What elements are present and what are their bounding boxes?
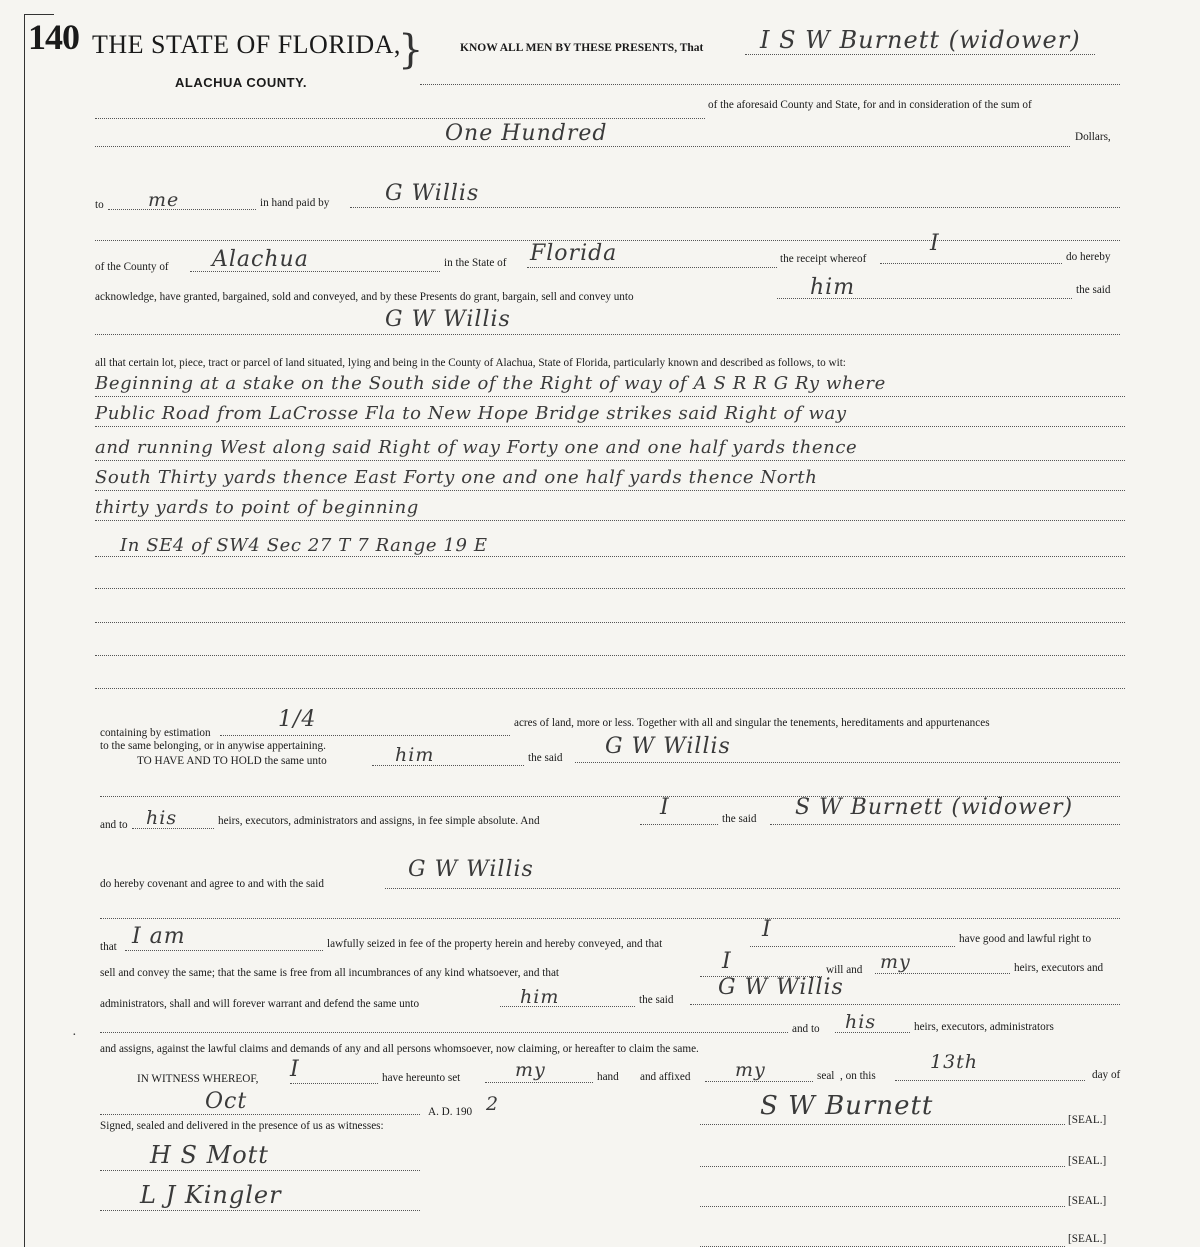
line xyxy=(485,1082,593,1083)
witness2-signature: L J Kingler xyxy=(140,1181,282,1209)
line xyxy=(95,588,1125,589)
line xyxy=(640,824,718,825)
line xyxy=(745,54,1095,55)
to-label: to xyxy=(95,199,104,211)
line xyxy=(95,334,1120,335)
description-line: In SE4 of SW4 Sec 27 T 7 Range 19 E xyxy=(120,535,488,556)
line xyxy=(835,1032,910,1033)
ad-label: A. D. 190 xyxy=(428,1106,473,1118)
seal-3: [SEAL.] xyxy=(1068,1195,1107,1207)
line xyxy=(95,426,1125,427)
and-to-label: and to xyxy=(100,819,128,831)
dollars-label: Dollars, xyxy=(1075,131,1111,143)
that-label: that xyxy=(100,941,117,953)
grantor-signature: S W Burnett xyxy=(760,1091,934,1121)
line xyxy=(290,1083,378,1084)
and-to-text: heirs, executors, administrators xyxy=(914,1021,1054,1033)
line xyxy=(420,84,1120,85)
line xyxy=(100,1210,420,1211)
habendum-said-label: the said xyxy=(528,752,563,764)
line xyxy=(95,118,705,119)
his-handwritten: his xyxy=(146,807,178,829)
containing-label: containing by estimation xyxy=(100,727,211,739)
line xyxy=(700,1166,1065,1167)
and-to-label-2: and to xyxy=(792,1023,820,1035)
to-handwritten: me xyxy=(148,189,180,211)
assigns-line: and assigns, against the lawful claims and demands of any and all persons whomsoever, now claiming, or hereafter to claim the same. xyxy=(100,1043,699,1055)
line xyxy=(770,824,1120,825)
page-number: 140 xyxy=(28,17,79,57)
sell-heirs-label: heirs, executors and xyxy=(1014,962,1104,974)
day-of-label: day of xyxy=(1092,1069,1121,1081)
line xyxy=(700,1124,1065,1125)
line xyxy=(95,490,1125,491)
set-label: have hereunto set xyxy=(382,1072,461,1084)
receipt-label: the receipt whereof xyxy=(780,253,867,265)
line xyxy=(190,271,440,272)
line xyxy=(875,973,1010,974)
line xyxy=(95,146,1070,147)
i-am-handwritten: I am xyxy=(132,924,186,949)
said-label: the said xyxy=(1076,284,1111,296)
description-line: Public Road from LaCrosse Fla to New Hope Bridge strikes said Right of way xyxy=(95,403,847,424)
line xyxy=(100,1114,420,1115)
state-handwritten: Florida xyxy=(530,241,618,266)
seal-2: [SEAL.] xyxy=(1068,1155,1107,1167)
heirs-grantor-handwritten: S W Burnett (widower) xyxy=(795,795,1074,820)
witness-i-handwritten: I xyxy=(290,1057,300,1082)
warrant-text: administrators, shall and will forever warrant and defend the same unto xyxy=(100,998,420,1010)
line xyxy=(95,520,1125,521)
line xyxy=(100,1032,788,1033)
line xyxy=(220,735,510,736)
sell-text: sell and convey the same; that the same is free from all incumbrances of any kind whatsoever, and that xyxy=(100,967,560,979)
line xyxy=(95,622,1125,623)
page-border-left xyxy=(24,14,25,1247)
land-intro: all that certain lot, piece, tract or parcel of land situated, lying and being in the County of Alachua, State of Florida, particularly known and described as follows, to wit: xyxy=(95,357,846,369)
sell-my-handwritten: my xyxy=(880,951,911,973)
consideration-text: of the aforesaid County and State, for and in consideration of the sum of xyxy=(708,99,1032,111)
witness-my2-handwritten: my xyxy=(735,1059,766,1081)
habendum-unto-handwritten: him xyxy=(395,744,435,766)
covenant-grantee-handwritten: G W Willis xyxy=(408,857,534,882)
grantor-name-handwritten: I S W Burnett (widower) xyxy=(760,26,1081,54)
line xyxy=(880,263,1062,264)
day-handwritten: 13th xyxy=(930,1051,979,1073)
stray-mark: · xyxy=(72,1028,77,1043)
paid-by-label: in hand paid by xyxy=(260,197,330,209)
month-handwritten: Oct xyxy=(205,1089,248,1114)
amount-handwritten: One Hundred xyxy=(445,121,608,146)
line xyxy=(500,1006,635,1007)
containing-text-2: to the same belonging, or in anywise appertaining. xyxy=(100,740,326,752)
year-handwritten: 2 xyxy=(486,1093,500,1115)
hereby-label: do hereby xyxy=(1066,251,1111,263)
sell-i-handwritten: I xyxy=(722,949,732,974)
brace-mark: } xyxy=(398,27,424,73)
page-border-top xyxy=(24,14,54,15)
seized-text: lawfully seized in fee of the property herein and hereby conveyed, and that xyxy=(327,938,663,950)
line xyxy=(700,1206,1065,1207)
county-handwritten: Alachua xyxy=(212,247,309,272)
line xyxy=(95,460,1125,461)
warrant-grantee-handwritten: G W Willis xyxy=(718,975,844,1000)
description-line: thirty yards to point of beginning xyxy=(95,497,419,518)
line xyxy=(95,556,1125,557)
description-line: Beginning at a stake on the South side of the Right of way of A S R R G Ry where xyxy=(95,373,886,394)
line xyxy=(527,267,777,268)
containing-text: acres of land, more or less. Together with all and singular the tenements, hereditaments and appurtenances xyxy=(514,717,990,729)
county-heading: ALACHUA COUNTY. xyxy=(175,75,307,90)
line xyxy=(777,298,1072,299)
conveyance-text: acknowledge, have granted, bargained, sold and conveyed, and by these Presents do grant, bargain, sell and convey unto xyxy=(95,291,634,303)
seal-1: [SEAL.] xyxy=(1068,1114,1107,1126)
witness-label: IN WITNESS WHEREOF, xyxy=(137,1073,259,1085)
will-label: will and xyxy=(826,964,863,976)
affixed-label: and affixed xyxy=(640,1071,691,1083)
payer-handwritten: G Willis xyxy=(385,181,480,206)
covenant-text: do hereby covenant and agree to and with the said xyxy=(100,878,324,890)
and-to-his-handwritten: his xyxy=(845,1011,877,1033)
warrant-unto-handwritten: him xyxy=(520,986,560,1008)
description-line: South Thirty yards thence East Forty one and one half yards thence North xyxy=(95,467,818,488)
line xyxy=(125,950,323,951)
line xyxy=(95,688,1125,689)
line xyxy=(385,888,1120,889)
habendum-grantee-handwritten: G W Willis xyxy=(605,734,731,759)
line xyxy=(372,765,524,766)
line xyxy=(895,1080,1085,1081)
warrant-said-label: the said xyxy=(639,994,674,1006)
on-label: , on this xyxy=(840,1070,876,1082)
hand-label: hand xyxy=(597,1071,619,1083)
state-label: in the State of xyxy=(444,257,507,269)
line xyxy=(132,828,214,829)
unto-handwritten: him xyxy=(810,275,856,300)
of-county-label: of the County of xyxy=(95,261,169,273)
preamble: KNOW ALL MEN BY THESE PRESENTS, That xyxy=(460,42,704,54)
seal-label: seal xyxy=(817,1070,835,1082)
line xyxy=(350,207,1120,208)
state-heading: THE STATE OF FLORIDA, xyxy=(92,30,401,59)
receipt-handwritten: I xyxy=(930,231,940,256)
line xyxy=(690,1004,1120,1005)
witness-my1-handwritten: my xyxy=(515,1059,546,1081)
signed-label: Signed, sealed and delivered in the presence of us as witnesses: xyxy=(100,1120,384,1132)
line xyxy=(705,1081,813,1082)
acres-handwritten: 1/4 xyxy=(278,707,317,732)
right-label: have good and lawful right to xyxy=(959,933,1092,945)
grantee-handwritten: G W Willis xyxy=(385,307,511,332)
heirs-text: heirs, executors, administrators and assigns, in fee simple absolute. And xyxy=(218,815,540,827)
line xyxy=(95,396,1125,397)
witness1-signature: H S Mott xyxy=(150,1141,269,1169)
line xyxy=(575,762,1120,763)
seal-4: [SEAL.] xyxy=(1068,1233,1107,1245)
description-line: and running West along said Right of way Forty one and one half yards thence xyxy=(95,437,858,458)
seized-i-handwritten: I xyxy=(762,917,772,942)
line xyxy=(750,946,955,947)
line xyxy=(108,209,256,210)
line xyxy=(100,918,1120,919)
habendum-label: TO HAVE AND TO HOLD the same unto xyxy=(137,755,327,767)
line xyxy=(95,655,1125,656)
heirs-i-handwritten: I xyxy=(660,795,670,820)
line xyxy=(100,1170,420,1171)
heirs-said-label: the said xyxy=(722,813,757,825)
